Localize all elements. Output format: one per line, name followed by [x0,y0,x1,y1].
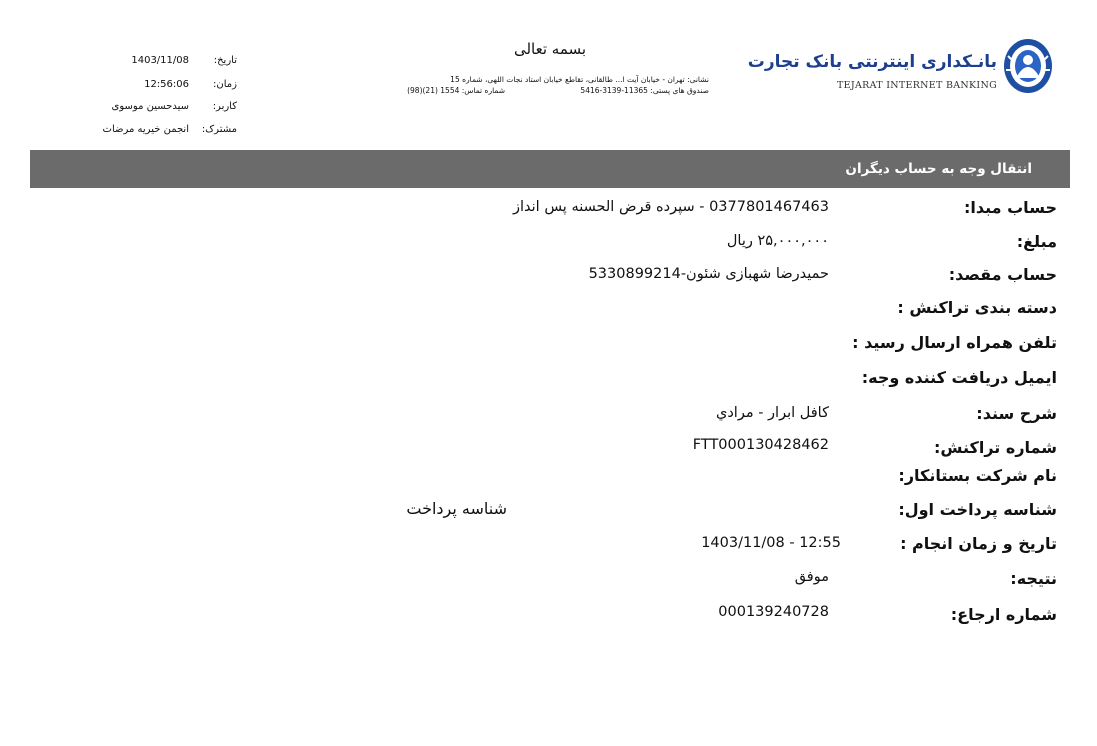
recipient-email-label: ایمیل دریافت کننده وجه: [861,368,1057,387]
transaction-category-label: دسته بندی تراکنش : [897,298,1057,317]
amount-value: ۲۵,۰۰۰,۰۰۰ ریال [726,233,829,249]
destination-account-value: حمیدرضا شهبازی شئون-5330899214 [588,266,829,282]
user-value: سیدحسین موسوی [111,101,189,112]
time-value: 12:56:06 [144,79,189,90]
date-label: تاریخ: [213,55,237,66]
reference-label: شماره ارجاع: [950,605,1057,624]
source-account-value: 0377801467463 - سپرده قرض الحسنه پس انداز [513,199,829,215]
bank-name-latin: TEJARAT INTERNET BANKING [837,80,997,91]
result-value: موفق [794,569,829,585]
time-label: زمان: [213,79,237,90]
user-label: کاربر: [212,101,237,112]
transaction-number-value: FTT000130428462 [692,437,829,453]
bismillah: بسمه تعالی [513,40,587,58]
bank-logo-icon [1000,36,1056,96]
bank-address: نشانی: تهران - خیابان آیت ا... طالقانی، تقاطع خیابان استاد نجات اللهی، شماره 15 [450,75,709,84]
payment-id-extra: شناسه پرداخت [406,499,507,518]
page-title: انتقال وجه به حساب دیگران [845,161,1032,177]
customer-value: انجمن خیریه مرضات [102,124,189,135]
bank-name: بانـکداری اینترنتی بانک تجارت [747,52,997,72]
result-label: نتیجه: [1010,569,1057,588]
payment-id-label: شناسه پرداخت اول: [898,500,1057,519]
amount-label: مبلغ: [1016,232,1057,251]
datetime-label: تاریخ و زمان انجام : [900,534,1057,553]
title-bar [30,150,1070,188]
contact-phone: شماره تماس: 1554 (21)(98) [407,86,505,95]
description-label: شرح سند: [976,404,1057,423]
postal-box: صندوق های پستی: 11365-3139-5416 [580,86,709,95]
description-value: کافل ابرار - مرادي [716,405,829,421]
customer-label: مشترک: [201,124,237,135]
date-value: 1403/11/08 [131,55,189,66]
transaction-number-label: شماره تراکنش: [934,438,1057,457]
datetime-value: 1403/11/08 - 12:55 [701,535,841,551]
creditor-company-label: نام شرکت بستانکار: [898,466,1057,485]
source-account-label: حساب مبدا: [963,198,1057,217]
destination-account-label: حساب مقصد: [948,265,1057,284]
receipt-mobile-label: تلفن همراه ارسال رسید : [852,333,1057,352]
reference-value: 000139240728 [718,604,829,620]
